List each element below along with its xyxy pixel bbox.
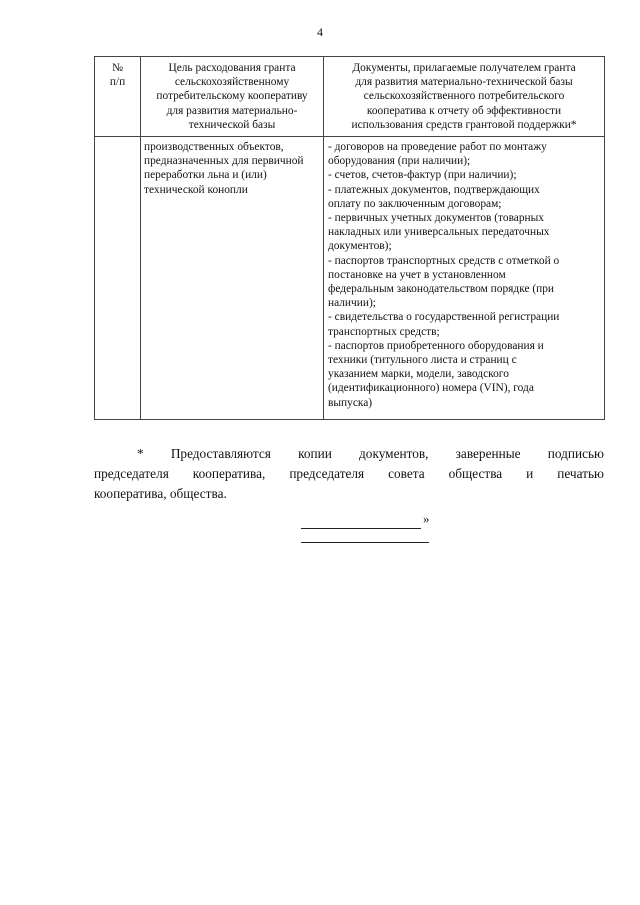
footnote-line: кооператива, общества. xyxy=(94,486,227,501)
document-item-line: федеральным законодательством порядке (при xyxy=(328,283,555,296)
header-number-line: п/п xyxy=(109,76,126,89)
closing-underline xyxy=(301,514,421,529)
row-documents-cell xyxy=(324,137,605,420)
document-item-line: оплату по заключенным договорам; xyxy=(328,197,502,210)
goal-line: технической конопли xyxy=(144,183,248,196)
document-item-line: техники (титульного листа и страниц с xyxy=(328,354,517,367)
header-goal xyxy=(141,57,324,137)
header-documents-line: для развития материально-технической базы xyxy=(355,76,573,89)
goal-line: переработки льна и (или) xyxy=(144,169,267,182)
document-item-line: - счетов, счетов-фактур (при наличии); xyxy=(328,169,517,182)
row-number-cell xyxy=(95,137,141,420)
page-number: 4 xyxy=(317,25,323,39)
document-item-line: (идентификационного) номера (VIN), года xyxy=(328,382,534,395)
header-documents-line: сельскохозяйственного потребительского xyxy=(363,90,565,103)
document-item-line: - договоров на проведение работ по монтажу xyxy=(328,141,547,154)
row-goal-cell xyxy=(141,137,324,420)
document-item-line: - платежных документов, подтверждающих xyxy=(328,183,540,196)
header-documents-line: использования средств грантовой поддержки* xyxy=(351,118,577,131)
document-item-line: указанием марки, модели, заводского xyxy=(328,368,509,381)
document-item-line: - паспортов приобретенного оборудования и xyxy=(328,339,544,352)
header-goal-line: сельскохозяйственному xyxy=(174,76,290,89)
header-number xyxy=(95,57,141,137)
closing-quote: » xyxy=(423,511,430,526)
document-item-line: - первичных учетных документов (товарных xyxy=(328,212,544,225)
header-goal-line: технической базы xyxy=(188,118,276,131)
header-number-line: № xyxy=(112,62,123,74)
document-item-line: транспортных средств; xyxy=(328,325,440,338)
document-item-line: наличии); xyxy=(328,297,376,310)
footnote xyxy=(94,444,604,504)
header-goal-line: потребительскому кооперативу xyxy=(156,90,308,103)
document-item-line: документов); xyxy=(328,240,392,253)
table-header-row xyxy=(95,57,605,137)
goal-line: предназначенных для первичной xyxy=(144,155,304,168)
header-goal-line: для развития материально- xyxy=(166,104,298,117)
header-documents-line: Документы, прилагаемые получателем гранта xyxy=(352,62,576,74)
table-row xyxy=(95,137,605,420)
closing-underline-second xyxy=(301,532,429,543)
footnote-line: * Предоставляются копии документов, заверенные подписью xyxy=(137,446,604,461)
document-item-line: оборудования (при наличии); xyxy=(328,155,471,168)
header-documents xyxy=(324,57,605,137)
goal-line: производственных объектов, xyxy=(144,141,284,154)
header-goal-line: Цель расходования гранта xyxy=(168,62,296,74)
document-item-line: накладных или универсальных передаточных xyxy=(328,226,550,239)
documents-table xyxy=(94,56,605,420)
document-item-line: выпуска) xyxy=(328,396,373,409)
document-item-line: постановке на учет в установленном xyxy=(328,268,506,281)
document-item-line: - паспортов транспортных средств с отметкой о xyxy=(328,254,560,267)
footnote-line: председателя кооператива, председателя совета общества и печатью xyxy=(94,466,604,481)
header-documents-line: кооператива к отчету об эффективности xyxy=(366,104,562,117)
document-item-line: - свидетельства о государственной регистрации xyxy=(328,311,560,324)
